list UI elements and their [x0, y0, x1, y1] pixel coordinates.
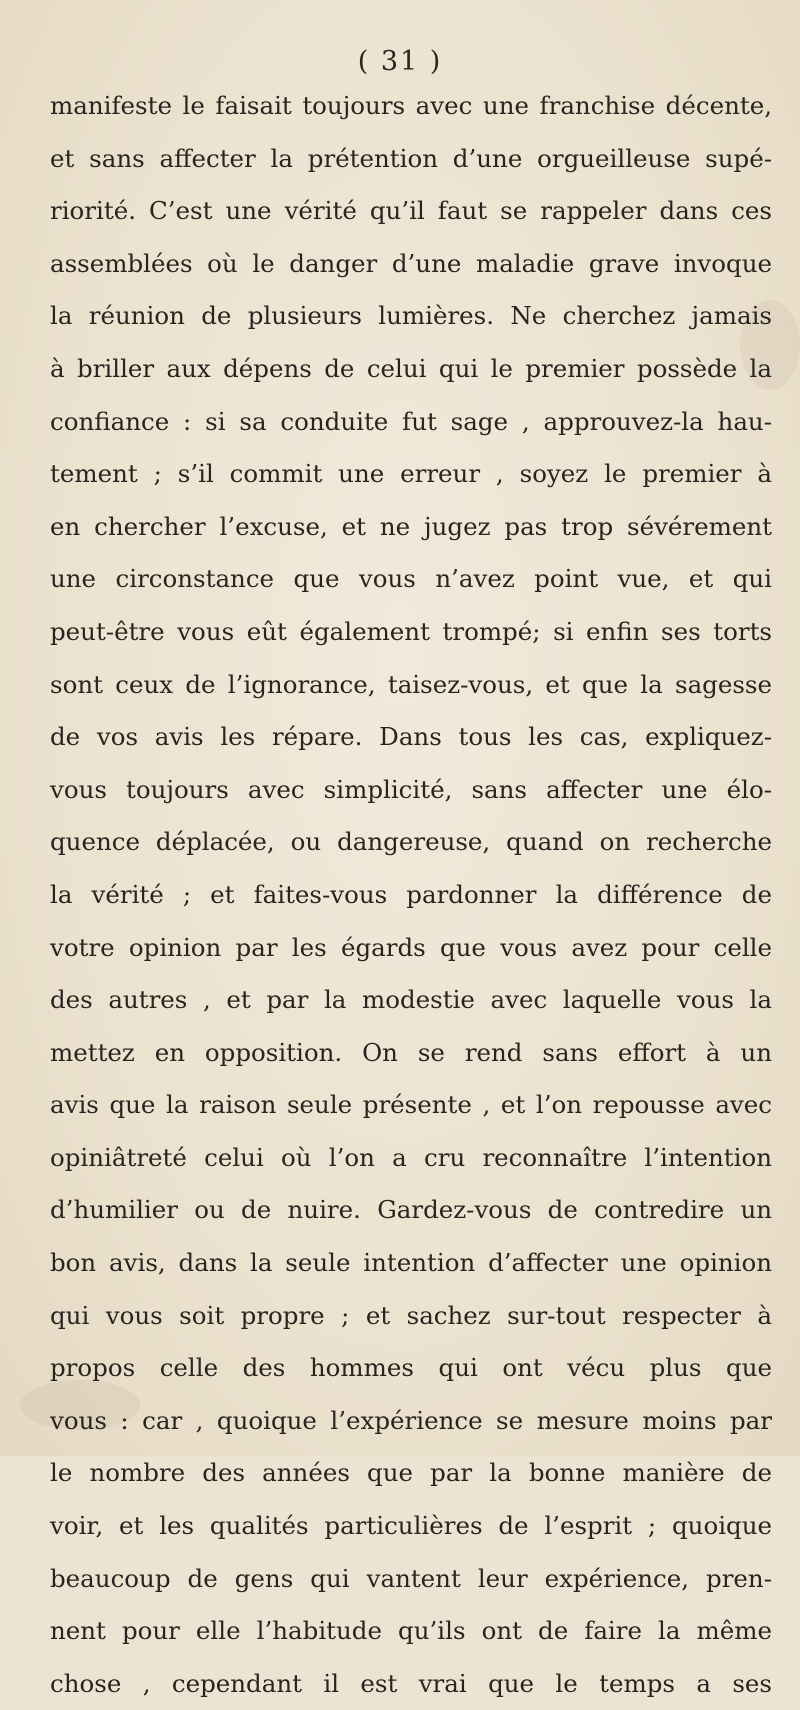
- text-line: mettez en opposition. On se rend sans effort à un: [50, 1037, 772, 1067]
- page-number: ( 31 ): [357, 46, 443, 77]
- text-line: le nombre des années que par la bonne manière de: [50, 1458, 772, 1488]
- text-line: à briller aux dépens de celui qui le premier possède la: [50, 353, 772, 383]
- text-line: voir, et les qualités particulières de l’esprit ; quoique: [50, 1511, 772, 1541]
- text-line: beaucoup de gens qui vantent leur expérience, pren-: [50, 1563, 772, 1593]
- text-line: peut-être vous eût également trompé; si enfin ses torts: [50, 616, 772, 646]
- text-line: quence déplacée, ou dangereuse, quand on recherche: [50, 827, 772, 857]
- text-line: chose , cependant il est vrai que le temps a ses: [50, 1668, 772, 1698]
- text-line: la réunion de plusieurs lumières. Ne cherchez jamais: [50, 301, 772, 331]
- text-line: et sans affecter la prétention d’une orgueilleuse supé-: [50, 143, 772, 173]
- body-text: [50, 80, 772, 1710]
- text-line: avis que la raison seule présente , et l’on repousse avec: [50, 1090, 772, 1120]
- text-line: la vérité ; et faites-vous pardonner la différence de: [50, 879, 772, 909]
- text-line: en chercher l’excuse, et ne jugez pas trop sévérement: [50, 511, 772, 541]
- text-line: de vos avis les répare. Dans tous les cas, expliquez-: [50, 722, 772, 752]
- text-line: vous : car , quoique l’expérience se mesure moins par: [50, 1405, 772, 1435]
- text-line: vous toujours avec simplicité, sans affecter une élo-: [50, 774, 772, 804]
- text-line: confiance : si sa conduite fut sage , approuvez-la hau-: [50, 406, 772, 436]
- text-line: qui vous soit propre ; et sachez sur-tout respecter à: [50, 1300, 772, 1330]
- text-line: assemblées où le danger d’une maladie grave invoque: [50, 248, 772, 278]
- text-line: une circonstance que vous n’avez point vue, et qui: [50, 564, 772, 594]
- text-line: tement ; s’il commit une erreur , soyez le premier à: [50, 459, 772, 489]
- text-line: des autres , et par la modestie avec laquelle vous la: [50, 985, 772, 1015]
- text-line: propos celle des hommes qui ont vécu plus que: [50, 1353, 772, 1383]
- text-line: sont ceux de l’ignorance, taisez-vous, et que la sagesse: [50, 669, 772, 699]
- text-line: d’humilier ou de nuire. Gardez-vous de contredire un: [50, 1195, 772, 1225]
- text-line: votre opinion par les égards que vous avez pour celle: [50, 932, 772, 962]
- text-line: bon avis, dans la seule intention d’affecter une opinion: [50, 1248, 772, 1278]
- text-line: manifeste le faisait toujours avec une franchise décente,: [50, 91, 772, 120]
- text-line: opiniâtreté celui où l’on a cru reconnaître l’intention: [50, 1142, 772, 1172]
- text-line: nent pour elle l’habitude qu’ils ont de faire la même: [50, 1616, 772, 1646]
- text-line: riorité. C’est une vérité qu’il faut se rappeler dans ces: [50, 196, 772, 226]
